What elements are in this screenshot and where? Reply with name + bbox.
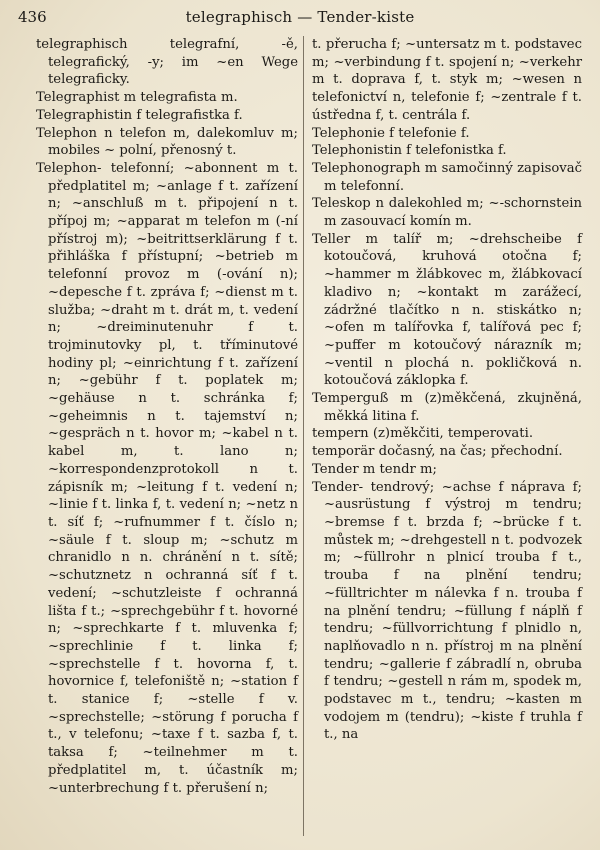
entry-telegraphistin: Telegraphistin f telegrafistka f. bbox=[36, 107, 243, 123]
entry-temporaer: temporär dočasný, na čas; přechodní. bbox=[312, 444, 563, 460]
page-number: 436 bbox=[18, 8, 47, 26]
entry-temperguss: Temperguß m (z)měkčená, zkujněná, měkká litina f. bbox=[312, 391, 582, 424]
entry-tempern: tempern (z)měkčiti, temperovati. bbox=[312, 426, 534, 442]
entry-teller: Teller m talíř m; ~drehscheibe f kotoučová, kruhová otočna f; ~hammer m žlábkovec m, žlábkovací kladivo n; ~kontakt m zarážecí, zádržné tlačítko n n. stiskátko n; ~ofen m talířovka f, talířová pec f; ~puffer m kotoučový nárazník m; ~ventil n plochá n. pokličková n. kotoučová záklopka f. bbox=[312, 231, 582, 389]
entry-telephon-continued: t. přerucha f; ~untersatz m t. podstavec m; ~verbindung f t. spojení n; ~verkehr m t. doprava f, t. styk m; ~wesen n telefonictví n, telefonie f; ~zentrale f t. ústředna f, t. centrála f. bbox=[312, 37, 582, 123]
right-column bbox=[312, 36, 582, 744]
left-column bbox=[36, 36, 298, 797]
entry-telephon: Telephon n telefon m, dalekomluv m; mobiles ~ polní, přenosný t. bbox=[36, 125, 298, 159]
entry-telephonistin: Telephonistin f telefonistka f. bbox=[312, 143, 507, 159]
entry-tender-compounds: Tender- tendrový; ~achse f náprava f; ~ausrüstung f výstroj m tendru; ~bremse f t. brzda f; ~brücke f t. můstek m; ~drehgestell n t. podvozek m; ~füllrohr n plnicí trouba f t., trouba f na plnění tendru; ~fülltrichter m nálevka f n. trouba f na plnění tendru; ~füllung f náplň f tendru; ~füllvorrichtung f plnidlo n, naplňovadlo n n. přístroj m na plnění tendru; ~gallerie f zábradlí n, obruba f tendru; ~gestell n rám m, spodek m, podstavec m t., tendru; ~kasten m vodojem m (tendru); ~kiste f truhla f t., na bbox=[312, 479, 582, 743]
entry-telegraphisch: telegraphisch telegrafní, -ě, telegrafický, -y; im ~en Wege telegraficky. bbox=[36, 37, 298, 88]
entry-telephon-compounds: Telephon- telefonní; ~abonnent m t. předplatitel m; ~anlage f t. zařízení n; ~anschluß m t. připojení n t. přípoj m; ~apparat m telefon m (-ní přístroj m); ~beitrittserklärung f t. přihláška f přístupní; ~betrieb m telefonní provoz m (-ování n); ~depesche f t. zpráva f; ~dienst m t. služba; ~draht m t. drát m, t. vedení n; ~dreiminutenuhr f t. trojminutovky pl, t. tříminutové hodiny pl; ~einrichtung f t. zařízení n; ~gebühr f t. poplatek m; ~gehäuse n t. schránka f; ~geheimnis n t. tajemství n; ~gespräch n t. hovor m; ~kabel n t. kabel m, t. lano n; ~korrespondenzprotokoll n t. zápisník m; ~leitung f t. vedení n; ~linie f t. linka f, t. vedení n; ~netz n t. síť f; ~rufnummer f t. číslo n; ~säule f t. sloup m; ~schutz m chranidlo n n. chránění n t. sítě; ~schutznetz n ochranná síť f t. vedení; ~schutzleiste f ochranná lišta f t.; ~sprechgebühr f t. hovorné n; ~sprechkarte f t. mluvenka f; ~sprechlinie f t. linka f; ~sprechstelle f t. hovorna f, t. hovornice f, telefoniště n; ~station f t. stanice f; ~stelle f v. ~sprechstelle; ~störung f porucha f t., v telefonu; ~taxe f t. sazba f, t. taksa f; ~teilnehmer m t. předplatitel m, t. účastník m; ~unterbrechung f t. přerušení n; bbox=[36, 160, 298, 796]
column-divider bbox=[303, 36, 304, 836]
entry-teleskop: Teleskop n dalekohled m; ~-schornstein m zasouvací komín m. bbox=[312, 196, 582, 230]
entry-telephonie: Telephonie f telefonie f. bbox=[312, 125, 470, 141]
entry-tender: Tender m tendr m; bbox=[312, 461, 437, 477]
entry-telegraphist: Telegraphist m telegrafista m. bbox=[36, 90, 238, 106]
page-header bbox=[18, 6, 582, 28]
running-head: telegraphisch — Tender-kiste bbox=[185, 8, 415, 26]
entry-telephonograph: Telephonograph m samočinný zapisovač m telefonní. bbox=[312, 160, 582, 194]
